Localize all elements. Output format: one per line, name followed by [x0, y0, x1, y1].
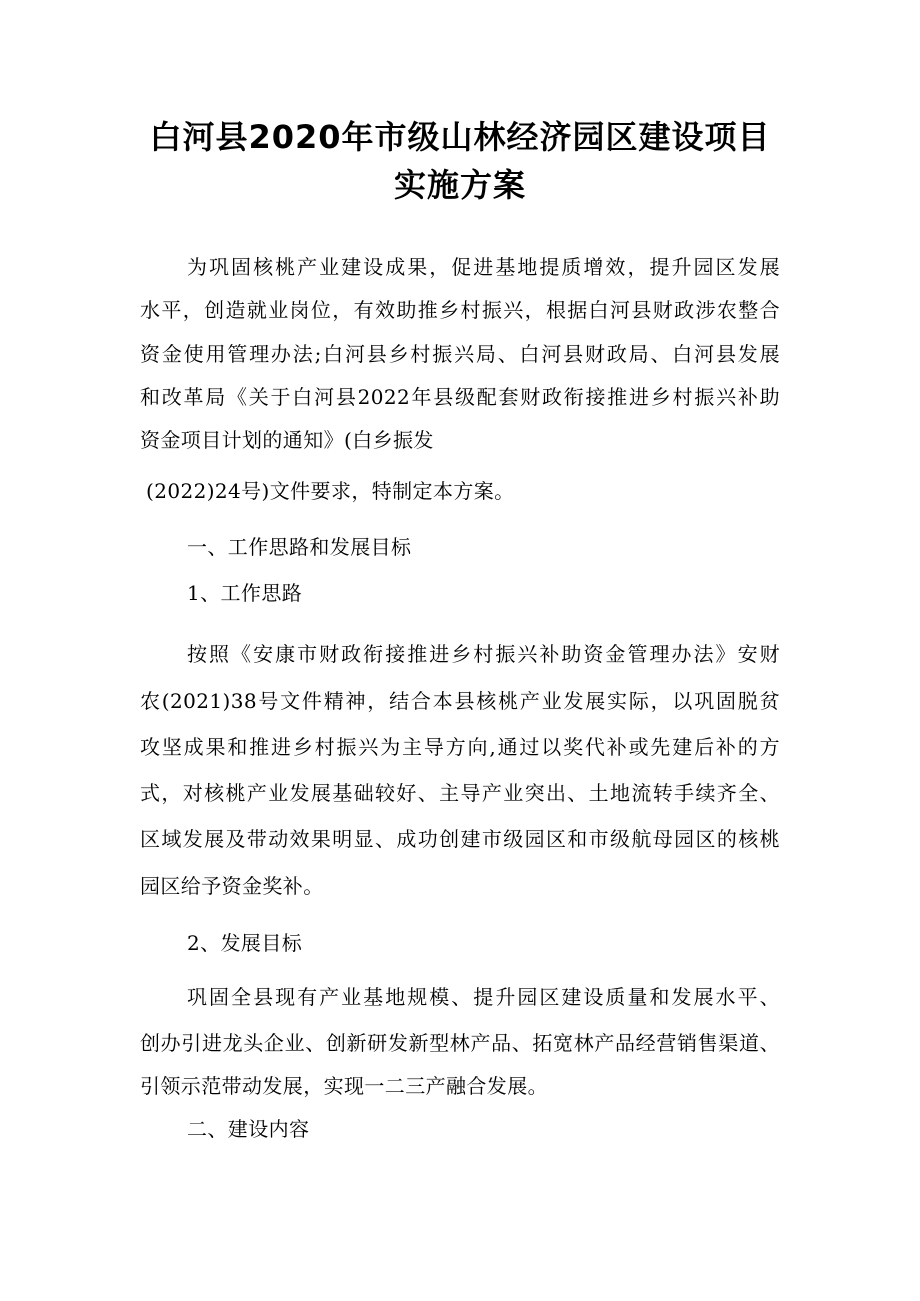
- subsection-heading-1: 1、工作思路: [187, 581, 303, 605]
- paragraph-3-line: 创办引进龙头企业、创新研发新型林产品、拓宽林产品经营销售渠道、: [140, 1031, 780, 1055]
- section-heading-2: 二、建设内容: [187, 1117, 310, 1141]
- paragraph-2-line: 农(2021)38号文件精神，结合本县核桃产业发展实际，以巩固脱贫: [140, 689, 780, 713]
- paragraph-2-line: 攻坚成果和推进乡村振兴为主导方向,通过以奖代补或先建后补的方: [140, 735, 780, 759]
- paragraph-1-line: (2022)24号)文件要求，特制定本方案。: [146, 479, 515, 503]
- paragraph-2-line: 园区给予资金奖补。: [140, 874, 324, 898]
- paragraph-1-line: 资金使用管理办法;白河县乡村振兴局、白河县财政局、白河县发展: [140, 342, 780, 366]
- section-heading-1: 一、工作思路和发展目标: [187, 535, 412, 559]
- subsection-heading-2: 2、发展目标: [187, 931, 303, 955]
- paragraph-2-line: 式，对核桃产业发展基础较好、主导产业突出、土地流转手续齐全、: [140, 781, 780, 805]
- paragraph-3-line: 引领示范带动发展，实现一二三产融合发展。: [140, 1074, 548, 1098]
- paragraph-2-line: 区域发展及带动效果明显、成功创建市级园区和市级航母园区的核桃: [140, 827, 780, 851]
- document-title-line-1: 白河县2020年市级山林经济园区建设项目: [149, 118, 771, 156]
- paragraph-1-line: 水平，创造就业岗位，有效助推乡村振兴，根据白河县财政涉农整合: [140, 298, 780, 322]
- paragraph-1-line: 和改革局《关于白河县2022年县级配套财政衔接推进乡村振兴补助: [140, 385, 780, 409]
- document-title-line-2: 实施方案: [393, 166, 526, 204]
- paragraph-3-line: 巩固全县现有产业基地规模、提升园区建设质量和发展水平、: [187, 985, 780, 1009]
- paragraph-1-line: 资金项目计划的通知》(白乡振发: [140, 428, 434, 452]
- paragraph-2-line: 按照《安康市财政衔接推进乡村振兴补助资金管理办法》安财: [187, 642, 780, 666]
- paragraph-1-line: 为巩固核桃产业建设成果，促进基地提质增效，提升园区发展: [187, 255, 780, 279]
